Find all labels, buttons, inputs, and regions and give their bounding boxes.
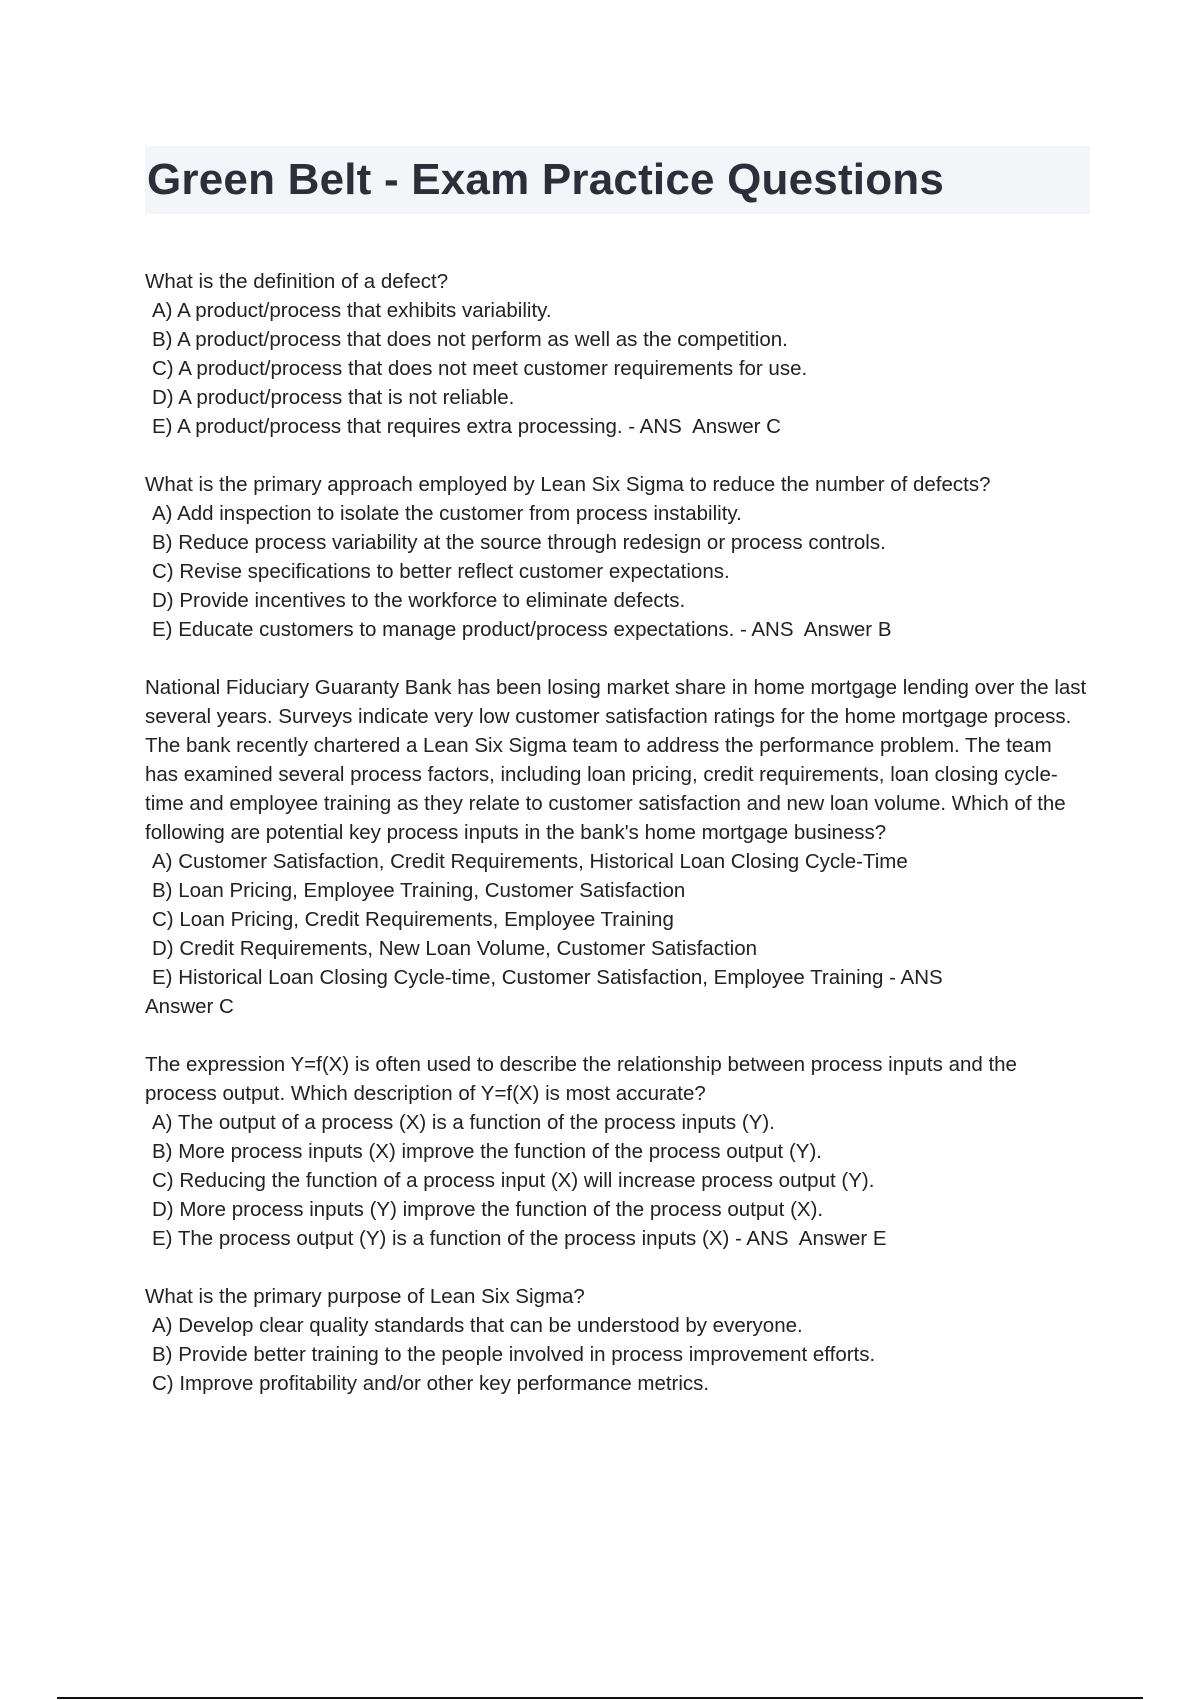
question-item: [145, 1282, 1090, 1398]
title-banner: [145, 146, 1090, 214]
answer-option: B) Loan Pricing, Employee Training, Customer Satisfaction: [152, 879, 686, 902]
question-item: [145, 470, 1090, 644]
answer-option: B) Reduce process variability at the source through redesign or process controls.: [152, 531, 886, 554]
answer-option: B) More process inputs (X) improve the function of the process output (Y).: [152, 1140, 822, 1163]
answer-key: Answer C: [145, 995, 234, 1018]
answer-option: A) Customer Satisfaction, Credit Requirements, Historical Loan Closing Cycle-Time: [152, 850, 908, 873]
answer-option: A) Add inspection to isolate the customer from process instability.: [152, 502, 742, 525]
answer-option: C) Loan Pricing, Credit Requirements, Employee Training: [152, 908, 674, 931]
answer-option: D) More process inputs (Y) improve the function of the process output (X).: [152, 1198, 824, 1221]
question-stem: National Fiduciary Guaranty Bank has been losing market share in home mortgage lending over the last several years. Surveys indicate very low customer satisfaction ratings for the home mortgage process. The bank recently chartered a Lean Six Sigma team to address the performance problem. The team has examined several process factors, including loan pricing, credit requirements, loan closing cycle-time and employee training as they relate to customer satisfaction and new loan volume. Which of the following are potential key process inputs in the bank's home mortgage business?: [145, 676, 1092, 844]
question-stem: The expression Y=f(X) is often used to describe the relationship between process inputs and the process output. Which description of Y=f(X) is most accurate?: [145, 1053, 1023, 1105]
answer-option: D) Credit Requirements, New Loan Volume, Customer Satisfaction: [152, 937, 758, 960]
answer-option: E) The process output (Y) is a function of the process inputs (X) - ANS Answer E: [152, 1227, 887, 1250]
answer-option: E) Educate customers to manage product/process expectations. - ANS Answer B: [152, 618, 892, 641]
question-item: [145, 1050, 1090, 1253]
question-list: [145, 267, 1090, 1398]
question-stem: What is the definition of a defect?: [145, 270, 449, 293]
answer-option: D) A product/process that is not reliable.: [152, 386, 515, 409]
answer-option: E) A product/process that requires extra processing. - ANS Answer C: [152, 415, 781, 438]
answer-option: E) Historical Loan Closing Cycle-time, Customer Satisfaction, Employee Training - ANS: [152, 966, 943, 989]
question-stem: What is the primary approach employed by Lean Six Sigma to reduce the number of defects?: [145, 473, 991, 496]
answer-option: D) Provide incentives to the workforce to eliminate defects.: [152, 589, 686, 612]
page-title: Green Belt - Exam Practice Questions: [147, 155, 945, 204]
answer-option: A) The output of a process (X) is a function of the process inputs (Y).: [152, 1111, 775, 1134]
question-stem: What is the primary purpose of Lean Six Sigma?: [145, 1285, 585, 1308]
answer-option: A) A product/process that exhibits variability.: [152, 299, 552, 322]
answer-option: C) A product/process that does not meet customer requirements for use.: [152, 357, 808, 380]
document-page: [145, 146, 1090, 1398]
answer-option: B) A product/process that does not perform as well as the competition.: [152, 328, 788, 351]
question-item: [145, 673, 1090, 1021]
answer-option: C) Improve profitability and/or other key performance metrics.: [152, 1372, 710, 1395]
footer-divider: [57, 1697, 1143, 1699]
answer-option: B) Provide better training to the people involved in process improvement efforts.: [152, 1343, 876, 1366]
answer-option: A) Develop clear quality standards that can be understood by everyone.: [152, 1314, 803, 1337]
answer-option: C) Revise specifications to better reflect customer expectations.: [152, 560, 730, 583]
question-item: [145, 267, 1090, 441]
answer-option: C) Reducing the function of a process input (X) will increase process output (Y).: [152, 1169, 875, 1192]
